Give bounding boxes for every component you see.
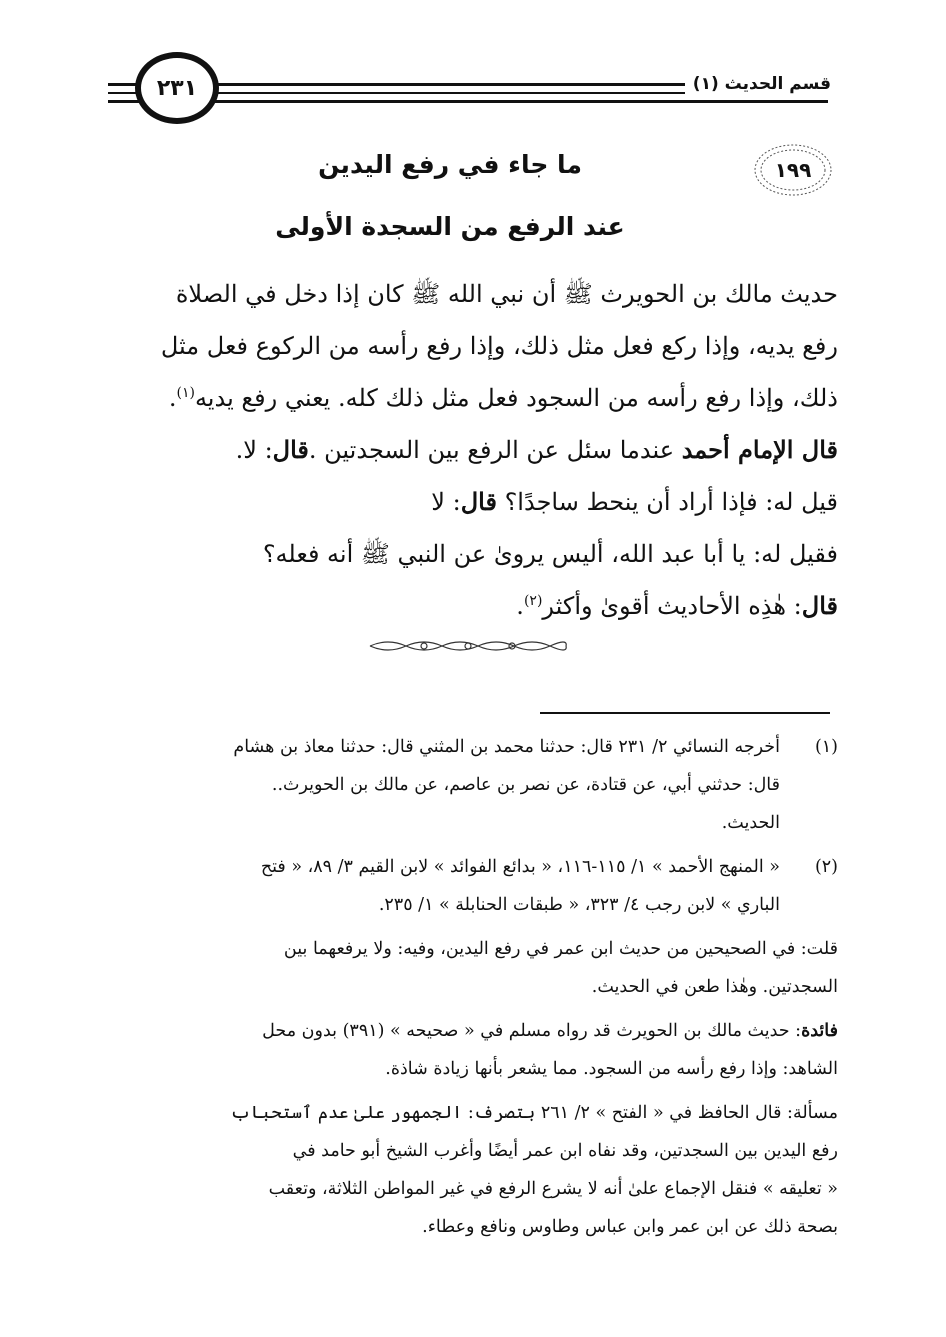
body-text: ذلك، وإذا رفع رأسه من السجود فعل مثل ذلك كله. يعني رفع يديه	[194, 384, 838, 412]
running-head: قسم الحديث (١)	[685, 74, 831, 94]
footnote-1	[108, 728, 838, 842]
chapter-number: ١٩٩	[774, 158, 812, 182]
body-text: : هٰذِه الأحاديث أقوىٰ وأكثر	[542, 592, 802, 620]
body-text: قيل له: فإذا أراد أن ينحط ساجدًا؟	[496, 488, 838, 516]
hadith-text	[108, 268, 838, 632]
footnote-number: (١)	[814, 737, 838, 757]
answer-label: قال	[801, 591, 838, 620]
footnote-note	[108, 1094, 838, 1246]
answer-label: قال	[460, 487, 497, 516]
footnote-ref: (٢)	[523, 593, 543, 609]
footnote-line: بصحة ذلك عن ابن عمر وابن عباس وطاوس ونافع وعطاء.	[422, 1217, 838, 1237]
body-line: رفع يديه، وإذا ركع فعل مثل ذلك، وإذا رفع رأسه من الركوع فعل مثل	[160, 332, 838, 360]
footnote-note	[108, 930, 838, 1006]
body-text: : لا.	[235, 436, 273, 464]
footnote-text: : حديث مالك بن الحويرث قد رواه مسلم في « صحيحه » (٣٩١) بدون محل	[262, 1021, 802, 1041]
body-line: حديث مالك بن الحويرث ﷺ أن نبي الله ﷺ كان إذا دخل في الصلاة	[175, 280, 838, 308]
benefit-label: فائدة	[801, 1021, 838, 1041]
body-line	[108, 476, 838, 528]
body-line	[108, 580, 838, 632]
body-line	[108, 424, 838, 476]
page-number: ٢٣١	[156, 75, 198, 101]
footnote-line: أخرجه النسائي ٢/ ٢٣١ قال: حدثنا محمد بن المثني قال: حدثنا معاذ بن هشام	[233, 737, 780, 757]
chapter-title-line2: عند الرفع من السجدة الأولى	[275, 212, 625, 241]
footnote-number: (٢)	[814, 857, 838, 877]
footnote-line: قلت: في الصحيحين من حديث ابن عمر في رفع اليدين، وفيه: ولا يرفعهما بين	[283, 939, 838, 959]
footnote-line: السجدتين. وهٰذا طعن في الحديث.	[591, 977, 838, 997]
footnote-line	[108, 1012, 838, 1050]
chapter-number-ornament	[752, 142, 834, 198]
footnote-note	[108, 1012, 838, 1088]
body-text: : لا	[431, 488, 461, 516]
footnotes	[108, 728, 838, 1246]
footnote-line: مسألة: قال الحافظ في « الفتح » ٢/ ٢٦١ بتصرف: الجمهور علىٰ عدم ٱستحباب	[230, 1103, 838, 1123]
body-text: عندما سئل عن الرفع بين السجدتين .	[308, 436, 682, 464]
footnote-line: الشاهد: وإذا رفع رأسه من السجود. مما يشعر بأنها زيادة شاذة.	[385, 1059, 838, 1079]
speaker-label: قال الإمام أحمد	[681, 435, 838, 464]
body-text: .	[516, 592, 524, 620]
footnote-line: « المنهج الأحمد » ١/ ١١٥-١١٦، « بدائع الفوائد » لابن القيم ٣/ ٨٩، « فتح	[260, 857, 780, 877]
footnote-line: الحديث.	[721, 813, 780, 833]
page-number-badge	[135, 52, 219, 124]
body-line: فقيل له: يا أبا عبد الله، أليس يروىٰ عن النبي ﷺ أنه فعله؟	[262, 540, 838, 568]
footnote-2	[108, 848, 838, 924]
footnote-separator	[540, 712, 830, 714]
chapter-title-line1: ما جاء في رفع اليدين	[318, 150, 582, 179]
answer-label: قال	[272, 435, 309, 464]
footnote-line: قال: حدثني أبي، عن قتادة، عن نصر بن عاصم، عن مالك بن الحويرث..	[271, 775, 780, 795]
footnote-ref: (١)	[176, 385, 195, 401]
ornament-divider-icon	[368, 637, 568, 655]
body-line	[108, 372, 838, 424]
body-text: .	[168, 384, 177, 412]
footnote-line: « تعليقه » فنقل الإجماع علىٰ أنه لا يشرع الرفع في غير المواطن الثلاثة، وتعقب	[268, 1179, 838, 1199]
footnote-line: رفع اليدين بين السجدتين، وقد نفاه ابن عمر أيضًا وأغرب الشيخ أبو حامد في	[292, 1141, 838, 1161]
footnote-line: الباري » لابن رجب ٤/ ٣٢٣، « طبقات الحنابلة » ١/ ٢٣٥.	[378, 895, 780, 915]
